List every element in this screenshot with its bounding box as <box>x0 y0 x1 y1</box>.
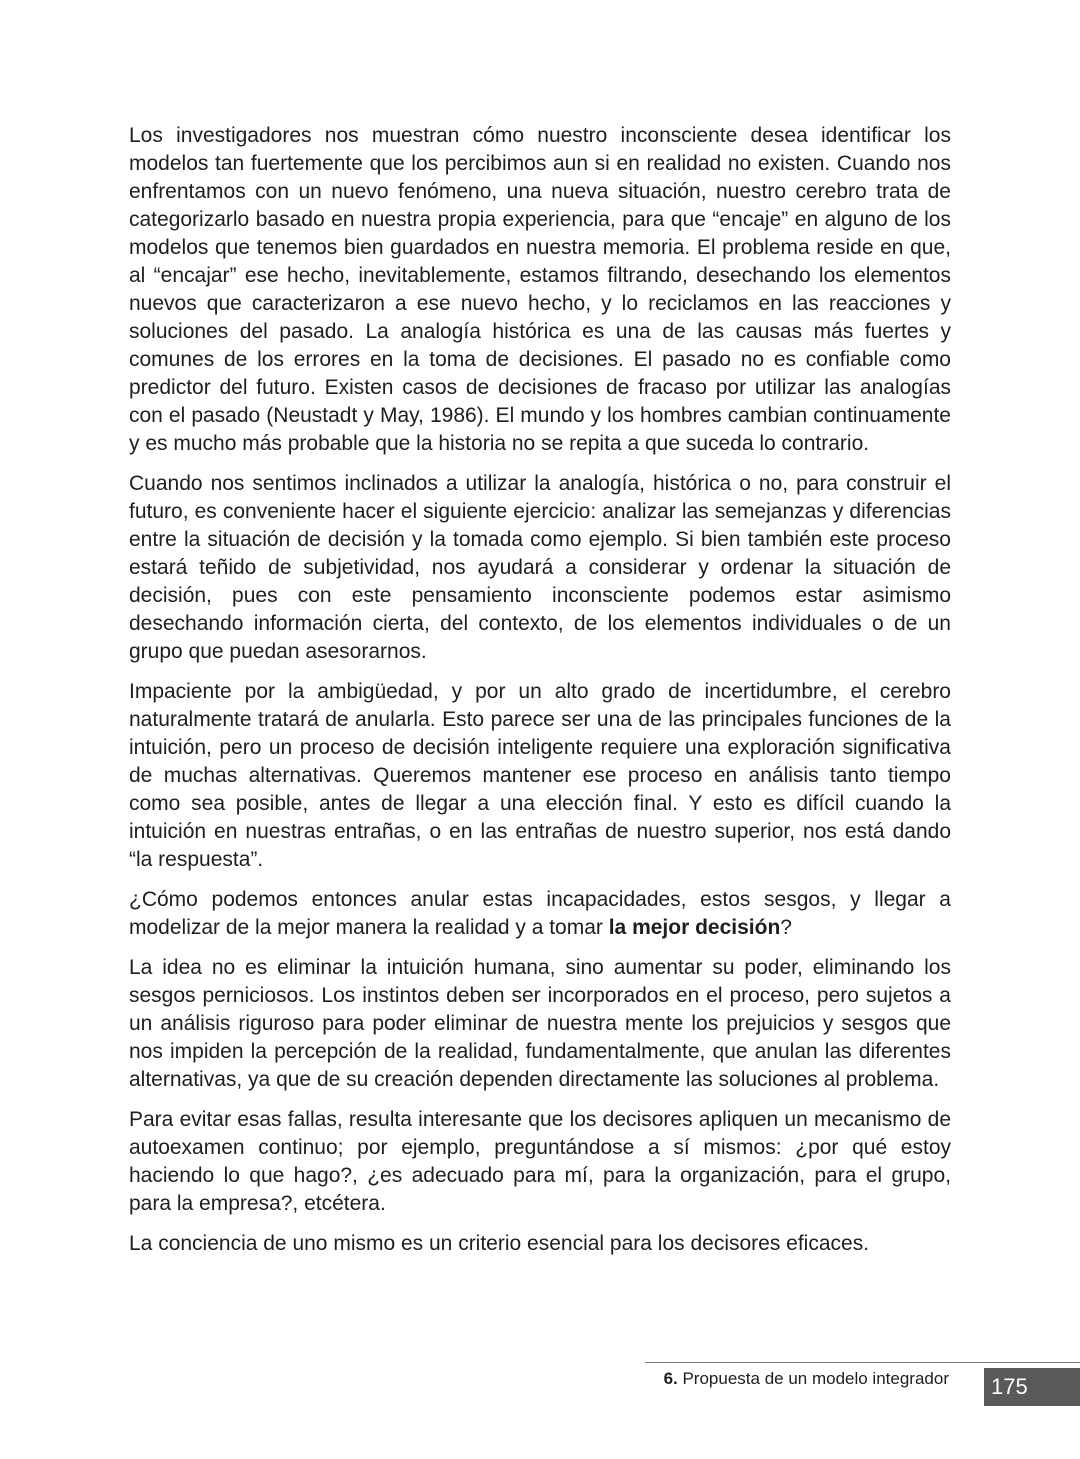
paragraph-4 <box>129 886 951 942</box>
paragraph-2: Cuando nos sentimos inclinados a utilizar la analogía, histórica o no, para construir el futuro, es conveniente hacer el siguiente ejercicio: analizar las semejanzas y diferencias entre la situación de decisión y la tomada como ejemplo. Si bien también este proceso estará teñido de subjetividad, nos ayudará a considerar y ordenar la situación de decisión, pues con este pensamiento inconsciente podemos estar asimismo desechando información cierta, del contexto, de los elementos individuales o de un grupo que puedan asesorarnos. <box>129 472 951 663</box>
paragraph-6: Para evitar esas fallas, resulta interesante que los decisores apliquen un mecanismo de autoexamen continuo; por ejemplo, preguntándose a sí mismos: ¿por qué estoy haciendo lo que hago?, ¿es adecuado para mí, para la organización, para el grupo, para la empresa?, etcétera. <box>129 1108 951 1215</box>
paragraph-5: La idea no es eliminar la intuición humana, sino aumentar su poder, eliminando los sesgos perniciosos. Los instintos deben ser incorporados en el proceso, pero sujetos a un análisis riguroso para poder eliminar de nuestra mente los prejuicios y sesgos que nos impiden la percepción de la realidad, fundamentalmente, que anulan las diferentes alternativas, ya que de su creación dependen directamente las soluciones al problema. <box>129 956 951 1091</box>
footer-chapter-number: 6. <box>663 1369 678 1388</box>
paragraph-1: Los investigadores nos muestran cómo nuestro inconsciente desea identificar los modelos tan fuertemente que los percibimos aun si en realidad no existen. Cuando nos enfrentamos con un nuevo fenómeno, una nueva situación, nuestro cerebro trata de categorizarlo basado en nuestra propia experiencia, para que “encaje” en alguno de los modelos que tenemos bien guardados en nuestra memoria. El problema reside en que, al “encajar” ese hecho, inevitablemente, estamos filtrando, desechando los elementos nuevos que caracterizaron a ese nuevo hecho, y lo reciclamos en las reacciones y soluciones del pasado. La analogía histórica es una de las causas más fuertes y comunes de los errores en la toma de decisiones. El pasado no es confiable como predictor del futuro. Existen casos de decisiones de fracaso por utilizar las analogías con el pasado (Neustadt y May, 1986). El mundo y los hombres cambian continuamente y es mucho más probable que la historia no se repita a que suceda lo contrario. <box>129 124 951 455</box>
page-body <box>129 122 951 1270</box>
paragraph-4-tail-text: ? <box>780 916 792 939</box>
footer-divider <box>645 1362 1080 1363</box>
running-footer <box>664 1368 949 1390</box>
paragraph-4-lead-text: ¿Cómo podemos entonces anular estas incapacidades, estos sesgos, y llegar a modelizar de la mejor manera la realidad y a tomar <box>129 888 951 939</box>
page-number: 175 <box>984 1368 1080 1406</box>
paragraph-3: Impaciente por la ambigüedad, y por un alto grado de incertidumbre, el cerebro naturalmente tratará de anularla. Esto parece ser una de las principales funciones de la intuición, pero un proceso de decisión inteligente requiere una exploración significativa de muchas alternativas. Queremos mantener ese proceso en análisis tanto tiempo como sea posible, antes de llegar a una elección final. Y esto es difícil cuando la intuición en nuestras entrañas, o en las entrañas de nuestro superior, nos está dando “la respuesta”. <box>129 680 951 871</box>
paragraph-4-emphasis: la mejor decisión <box>608 916 781 939</box>
footer-chapter-title: Propuesta de un modelo integrador <box>677 1369 949 1388</box>
paragraph-7: La conciencia de uno mismo es un criterio esencial para los decisores eficaces. <box>129 1232 870 1255</box>
